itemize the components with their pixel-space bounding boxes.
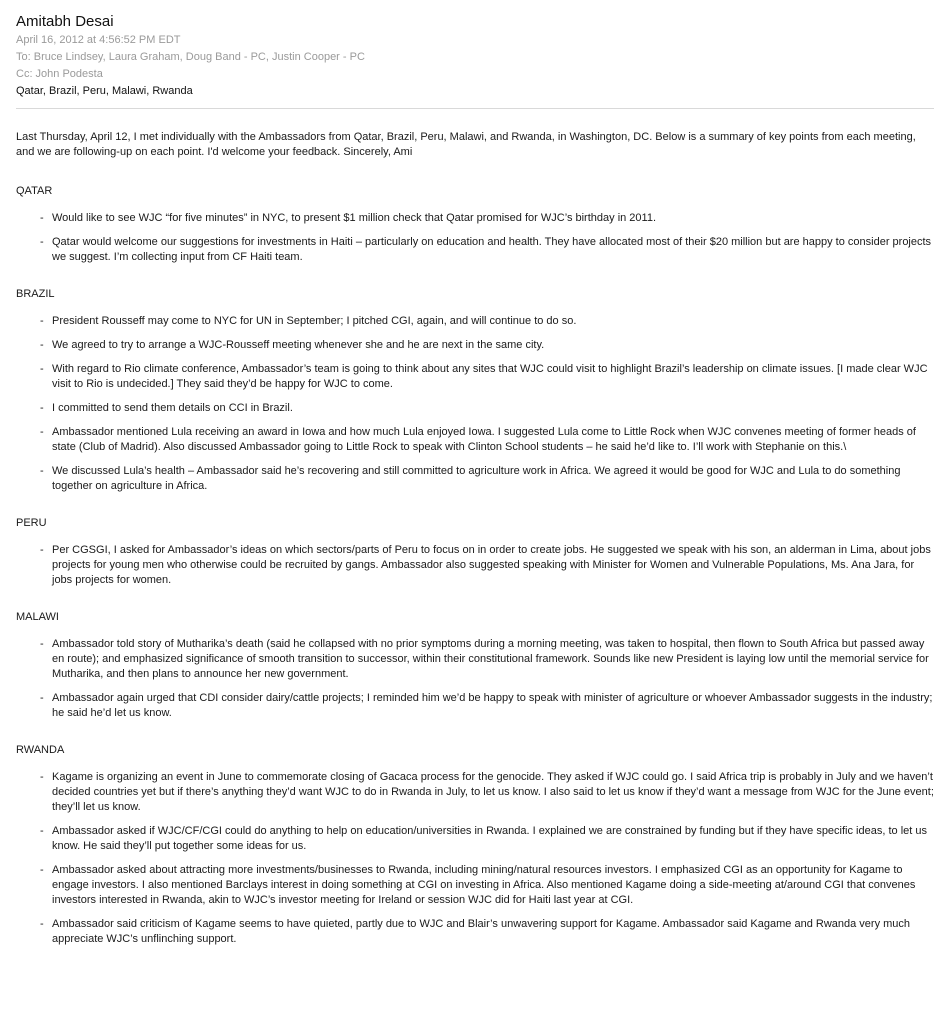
bullet-item: - With regard to Rio climate conference, Ambassador’s team is going to think about any sites that WJC could visit to highlight Brazil’s leadership on climate issues. [I made clear WJC visit to Rio is undecided.] They said they’d be happy for WJC to come. [16, 362, 934, 392]
email-header [16, 12, 934, 100]
bullet-item: - Ambassador said criticism of Kagame seems to have quieted, partly due to WJC and Blair’s unwavering support for Kagame. Ambassador said Kagame and Rwanda very much appreciate WJC’s unflinching support. [16, 917, 934, 947]
cc-recipients: Cc: John Podesta [16, 68, 103, 80]
bullet-list [16, 637, 934, 721]
bullet-item: - Ambassador again urged that CDI consider dairy/cattle projects; I reminded him we’d be happy to speak with minister of agriculture or whoever Ambassador suggests in the industry; he said he’d let us know. [16, 691, 934, 721]
bullet-item: - I committed to send them details on CCI in Brazil. [16, 401, 934, 416]
section-malawi [16, 610, 934, 721]
bullet-item: - Ambassador mentioned Lula receiving an award in Iowa and how much Lula enjoyed Iowa. I suggested Lula come to Little Rock when WJC convenes meeting of former heads of state (Club of Madrid). Also discussed Ambassador going to Little Rock to speak with Clinton School students – he said he’d like to. I’ll work with Stephanie on this.\ [16, 425, 934, 455]
section-title: PERU [16, 517, 47, 529]
bullet-item: - Would like to see WJC “for five minutes” in NYC, to present $1 million check that Qatar promised for WJC’s birthday in 2011. [16, 211, 934, 226]
email-subject: Qatar, Brazil, Peru, Malawi, Rwanda [16, 85, 193, 97]
section-brazil [16, 287, 934, 494]
bullet-item: - We agreed to try to arrange a WJC-Rousseff meeting whenever she and he are next in the same city. [16, 338, 934, 353]
bullet-item: - Ambassador asked if WJC/CF/CGI could do anything to help on education/universities in Rwanda. I explained we are constrained by funding but if they have specific ideas, to let us know. He said they’ll put together some ideas for us. [16, 824, 934, 854]
bullet-list [16, 211, 934, 265]
section-title: BRAZIL [16, 288, 55, 300]
to-recipients: To: Bruce Lindsey, Laura Graham, Doug Band - PC, Justin Cooper - PC [16, 51, 365, 63]
bullet-item: - Ambassador told story of Mutharika’s death (said he collapsed with no prior symptoms during a morning meeting, was taken to hospital, then flown to South Africa but passed away en route); and emphasized significance of smooth transition to successor, within their constitutional framework. Sounds like new President is laying low until the memorial service for Mutharika, and then plans to announce her new government. [16, 637, 934, 682]
section-title: RWANDA [16, 744, 65, 756]
bullet-item: - Per CGSGI, I asked for Ambassador’s ideas on which sectors/parts of Peru to focus on in order to create jobs. He suggested we speak with his son, an alderman in Lima, about jobs projects for young men who otherwise could be recruited by gangs. Ambassador also suggested speaking with Minister for Women and Vulnerable Populations, Ms. Ana Jara, for jobs projects for women. [16, 543, 934, 588]
section-peru [16, 516, 934, 588]
section-qatar [16, 184, 934, 265]
bullet-list [16, 543, 934, 588]
bullet-item: - President Rousseff may come to NYC for UN in September; I pitched CGI, again, and will continue to do so. [16, 314, 934, 329]
section-title: MALAWI [16, 611, 59, 623]
sent-date: April 16, 2012 at 4:56:52 PM EDT [16, 34, 181, 46]
bullet-item: - We discussed Lula’s health – Ambassador said he’s recovering and still committed to agriculture work in Africa. We agreed it would be good for WJC and Lula to do something together on agriculture in Africa. [16, 464, 934, 494]
bullet-list [16, 770, 934, 947]
sender-name: Amitabh Desai [16, 13, 114, 30]
bullet-item: - Qatar would welcome our suggestions for investments in Haiti – particularly on education and health. They have allocated most of their $20 million but are happy to consider projects we suggest. I’m collecting input from CF Haiti team. [16, 235, 934, 265]
bullet-item: - Ambassador asked about attracting more investments/businesses to Rwanda, including mining/natural resources investors. I emphasized CGI as an opportunity for Kagame to engage investors. I also mentioned Barclays interest in doing something at CGI on investing in Africa. Also mentioned Kagame doing a side-meeting at/around CGI that convenes investors interested in Rwanda, akin to WJC’s investor meeting for Ireland or session WJC did for Haiti last year at CGI. [16, 863, 934, 908]
intro-paragraph: Last Thursday, April 12, I met individually with the Ambassadors from Qatar, Brazil, Peru, Malawi, and Rwanda, in Washington, DC. Below is a summary of key points from each meeting, and we are following-up on each point. I'd welcome your feedback. Sincerely, Ami [16, 131, 916, 158]
header-divider [16, 108, 934, 109]
section-rwanda [16, 743, 934, 947]
section-title: QATAR [16, 185, 53, 197]
bullet-list [16, 314, 934, 494]
bullet-item: - Kagame is organizing an event in June to commemorate closing of Gacaca process for the genocide. They asked if WJC could go. I said Africa trip is probably in July and we haven’t decided countries yet but if there’s anything they’d want WJC to do in Rwanda in July, to let us know. I also said to let us know if they’d want a message from WJC for the June event; they’ll let us know. [16, 770, 934, 815]
email-body [16, 130, 934, 969]
